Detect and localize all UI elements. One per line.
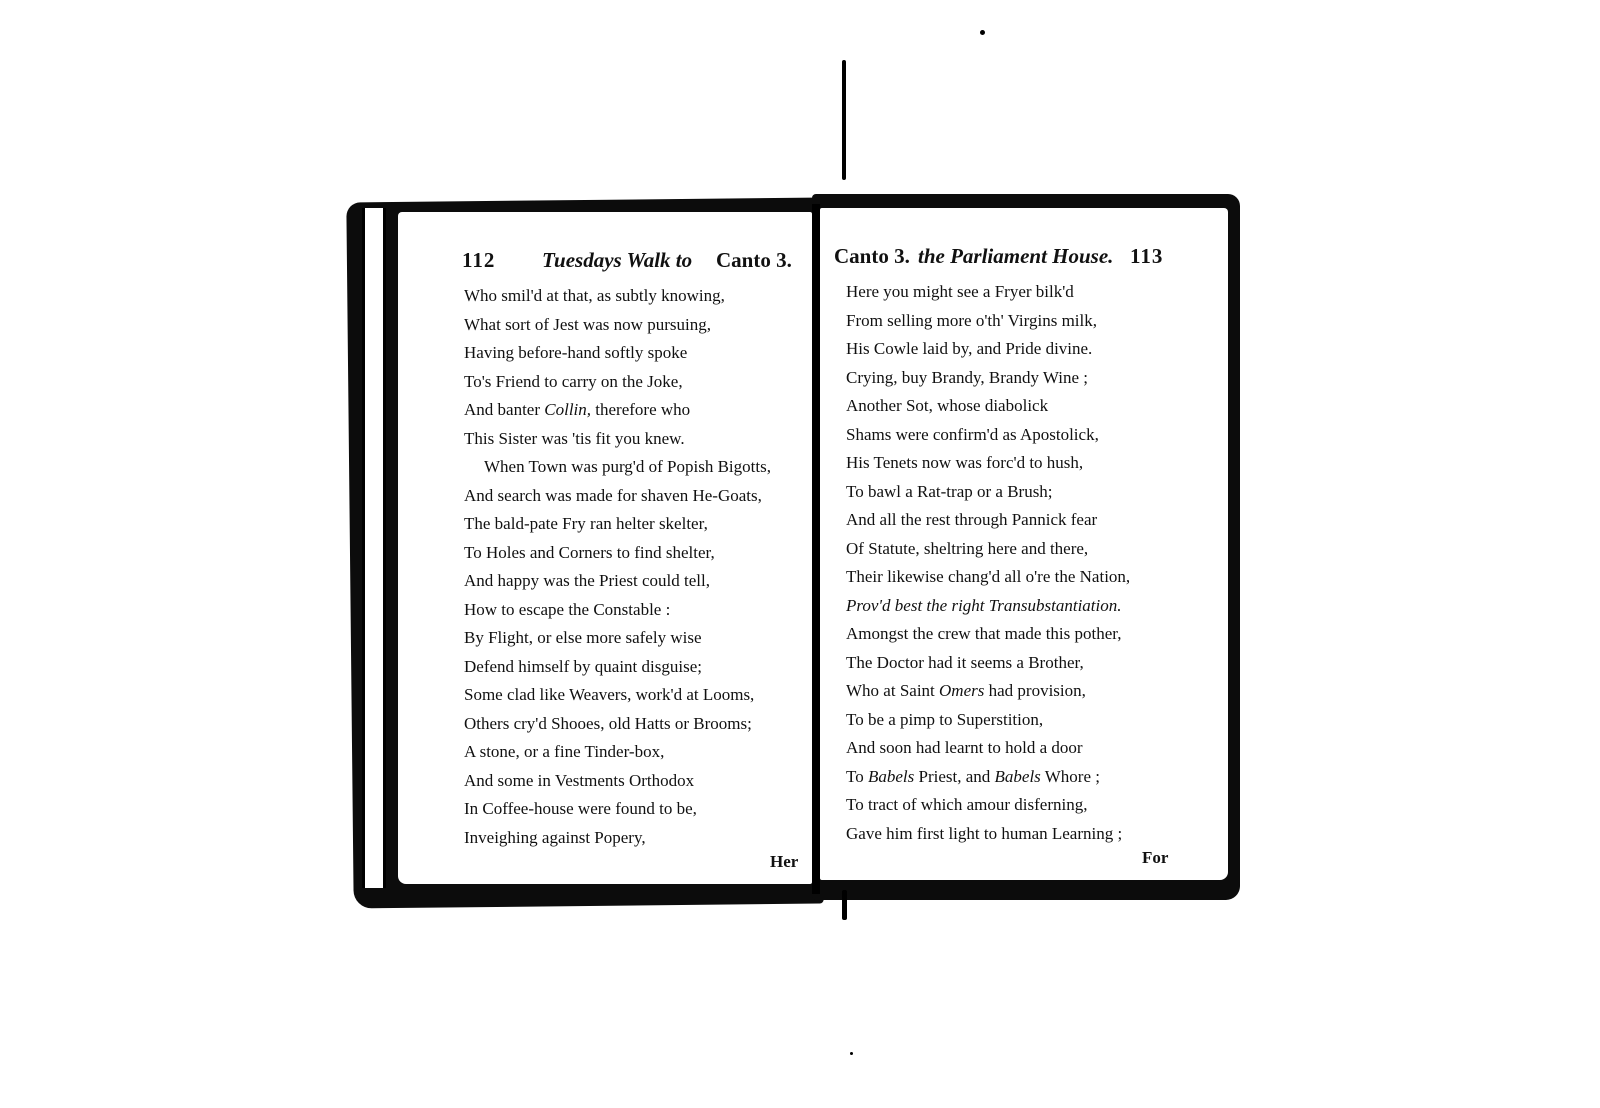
- verse-line: Having before-hand softly spoke: [464, 343, 688, 362]
- verse-line: Another Sot, whose diabolick: [846, 396, 1049, 415]
- left-page-header: [398, 248, 812, 274]
- verse-fragment: had provision,: [984, 681, 1086, 700]
- verse-line: The Doctor had it seems a Brother,: [846, 652, 1084, 672]
- verse-line: And all the rest through Pannick fear: [846, 510, 1098, 529]
- verse-line: [464, 396, 771, 425]
- verse-fragment: Whore ;: [1040, 766, 1100, 786]
- italic-name: Babels: [867, 766, 915, 786]
- italic-name: Collin,: [544, 400, 592, 419]
- open-book: [350, 190, 1240, 910]
- verse-line: The bald-pate Fry ran helter skelter,: [464, 514, 708, 533]
- verse-line: From selling more o'th' Virgins milk,: [846, 310, 1097, 330]
- canto-label: Canto 3.: [716, 248, 792, 272]
- verse-lines: [464, 282, 771, 852]
- verse-fragment: therefore who: [591, 400, 691, 419]
- catchword: Her: [770, 852, 799, 871]
- verse-line: Their likewise chang'd all o're the Nation,: [846, 567, 1131, 586]
- verse-line: Crying, buy Brandy, Brandy Wine ;: [846, 367, 1089, 387]
- running-title: Tuesdays Walk to: [542, 248, 693, 272]
- scan-speck: [850, 1052, 853, 1055]
- verse-line: Prov'd best the right Transubstantiation.: [846, 595, 1122, 615]
- verse-fragment: Who at Saint: [846, 681, 940, 700]
- verse-line: When Town was purg'd of Popish Bigotts,: [484, 457, 771, 476]
- verse-line: What sort of Jest was now pursuing,: [464, 314, 711, 334]
- verse-line: His Tenets now was forc'd to hush,: [846, 453, 1084, 472]
- right-page: [820, 208, 1228, 880]
- verse-line: And soon had learnt to hold a door: [846, 738, 1083, 757]
- verse-lines: [846, 278, 1130, 848]
- verse-line: Amongst the crew that made this pother,: [846, 624, 1122, 643]
- verse-line: Who smil'd at that, as subtly knowing,: [464, 286, 725, 305]
- verse-line: To Holes and Corners to find shelter,: [464, 542, 715, 562]
- running-title: the Parliament House.: [918, 244, 1114, 268]
- verse-fragment: And banter: [464, 400, 545, 419]
- binding-thread: [842, 60, 846, 180]
- verse-line: To bawl a Rat-trap or a Brush;: [846, 481, 1053, 501]
- verse-line: Defend himself by quaint disguise;: [464, 656, 702, 676]
- verse-line: [846, 763, 1130, 792]
- verse-line: And happy was the Priest could tell,: [464, 571, 710, 590]
- catchword: For: [1142, 848, 1169, 867]
- right-page-header: [820, 244, 1228, 270]
- page-edge: [362, 208, 386, 888]
- verse-line: A stone, or a fine Tinder-box,: [464, 742, 665, 761]
- left-page: [398, 212, 812, 884]
- verse-line: Of Statute, sheltring here and there,: [846, 538, 1089, 558]
- verse-line: Others cry'd Shooes, old Hatts or Brooms;: [464, 713, 752, 733]
- verse-line: And some in Vestments Orthodox: [464, 770, 695, 790]
- page-number: 112: [462, 248, 496, 272]
- verse-line: Inveighing against Popery,: [464, 827, 646, 847]
- verse-line: [846, 677, 1130, 706]
- verse-line: Some clad like Weavers, work'd at Looms,: [464, 685, 755, 704]
- verse-line: And search was made for shaven He-Goats,: [464, 485, 762, 505]
- verse-line: Here you might see a Fryer bilk'd: [846, 282, 1074, 301]
- scan-speck: [980, 30, 985, 35]
- verse-line: How to escape the Constable :: [464, 599, 671, 619]
- italic-name: Babels: [994, 766, 1041, 786]
- page-number: 113: [1130, 244, 1164, 268]
- verse-line: To's Friend to carry on the Joke,: [464, 371, 683, 391]
- book-gutter: [812, 204, 820, 894]
- verse-line: Shams were confirm'd as Apostolick,: [846, 424, 1099, 444]
- verse-line: By Flight, or else more safely wise: [464, 628, 702, 647]
- verse-line: His Cowle laid by, and Pride divine.: [846, 339, 1093, 358]
- verse-line: This Sister was 'tis fit you knew.: [464, 428, 685, 448]
- italic-name: Omers: [939, 681, 985, 700]
- binding-thread: [842, 890, 847, 920]
- verse-line: In Coffee-house were found to be,: [464, 799, 697, 818]
- verse-fragment: Priest, and: [914, 766, 995, 786]
- verse-line: To be a pimp to Superstition,: [846, 709, 1044, 729]
- canto-label: Canto 3.: [834, 244, 910, 268]
- verse-fragment: To: [846, 766, 868, 786]
- verse-line: Gave him first light to human Learning ;: [846, 823, 1123, 843]
- verse-line: To tract of which amour disferning,: [846, 795, 1088, 814]
